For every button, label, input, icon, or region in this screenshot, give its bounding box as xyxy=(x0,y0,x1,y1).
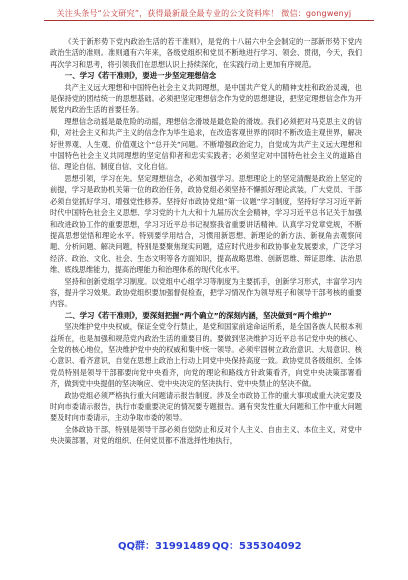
document-body xyxy=(50,36,362,447)
body-paragraph: 理想信念动摇是最危险的动摇，理想信念滑坡是最危险的滑坡。我们必须把对马克思主义的信仰，对社会主义和共产主义的信念作为毕生追求，在改造客观世界的同时不断改造主观世界，解决好世界观、人生观、价值观这个“总开关”问题。不断增强政治定力，自觉成为共产主义远大理想和中国特色社会主义共同理想的坚定信仰者和忠实实践者；必须坚定对中国特色社会主义的道路自信、理论自信、制度自信、文化自信。 xyxy=(50,116,362,172)
body-paragraph: 《关于新形势下党内政治生活的若干准则》，是党的十八届六中全会制定的一部新形势下党内政治生活的准则。准则通有六年来，各级党组织和党员不断地进行学习、领会、贯彻，今天，我们再次学习和思考，将引领我们在思想认识上持续深化，在实践行动上更加有序规范。 xyxy=(50,37,362,69)
footer-qq-group: QQ群：31991489 xyxy=(118,541,211,552)
header-notice: 关注头条号“公文研究”，获得最新最全最专业的公文资料库！ 微信：gongwenyj xyxy=(56,9,352,18)
body-paragraph: 坚持和创新党组学习制度。以党组中心组学习等制度为主要抓手，创新学习形式，丰富学习内容，提升学习效果。政协党组织要加强督促检查，把学习情况作为领导班子和领导干部考核的重要内容。 xyxy=(50,276,362,309)
section-heading: 一、学习《若干准则》，要进一步坚定理想信念 xyxy=(64,71,217,81)
header-banner xyxy=(0,0,408,30)
body-paragraph: 政协党组必须严格执行重大问题请示报告制度。涉及全市政协工作的重大事项或重大决定要及时向市委请示报告，执行市委重要决定的情况要专题报告。遇有突发性重大问题和工作中重大问题要及时向市委请示，主动争取市委的领导。 xyxy=(50,390,362,423)
body-paragraph: 坚决维护党中央权威，保证全党令行禁止，是党和国家前途命运所系，是全国各族人民根本利益所在，也是加强和规范党内政治生活的重要目的。要做到坚决维护习近平总书记党中央的核心、全党的核心地位，坚决维护党中央的权威和集中统一领导。必须牢固树立政治意识、大局意识、核心意识、看齐意识，自觉在思想上政治上行动上同党中央保持高度一致。政协党员各级组织、全体党员特别是领导干部都要向党中央看齐，向党的理论和路线方针政策看齐，向党中央决策部署看齐，做到党中央提倡的坚决响应、党中央决定的坚决执行、党中央禁止的坚决不做。 xyxy=(50,322,362,389)
body-paragraph: 思想引领，学习在先。坚定理想信念，必须加强学习。思想理论上的坚定清醒是政治上坚定的前提，学习是政协机关第一位的政治任务，政协党组必须坚持不懈抓好理论武装，广大党员、干部必须自觉抓好学习、增强党性修养。坚持好市政协党组“第一议题”学习制度，坚持好学习习近平新时代中国特色社会主义思想、学习党的十九大和十九届历次全会精神，学习习近平总书记关于加强和改进政协工作的重要思想，学习习近平总书记视察我省重要讲话精神。认真学习党章党规，不断提高思想觉悟和理论水平。特别要学用结合，习惯用新思想、新理论的新方法、新视角去观察问题、分析问题、解决问题，特别是要聚焦现实问题，适应时代进步和政协事业发展要求，广泛学习经济、政治、文化、社会、生态文明等各方面知识，提高战略思维、创新思维、辩证思维、法治思维、底线思维能力，提高治理能力和治理体系的现代化水平。 xyxy=(50,173,362,275)
body-paragraph: 共产主义远大理想和中国特色社会主义共同理想，是中国共产党人的精神支柱和政治灵魂，也是保持党的团结统一的思想基础。必须把坚定理想信念作为党的思想建设，把坚定理想信念作为开展党内政治生活的首要任务。 xyxy=(50,82,362,115)
footer xyxy=(0,537,408,557)
header-divider xyxy=(44,20,374,21)
footer-qq-contact: QQ：535304092 xyxy=(212,541,302,552)
body-paragraph: 全体政协干部，特别是领导干部必须自觉防止和反对个人主义、自由主义、本位主义，对党中央决策部署，对党的组织、任何党员都不准选择性地执行， xyxy=(50,424,362,446)
section-heading: 二、学习《若干准则》，要深刻把握“两个确立”的深刻内涵，坚决做到“两个维护” xyxy=(64,310,332,320)
